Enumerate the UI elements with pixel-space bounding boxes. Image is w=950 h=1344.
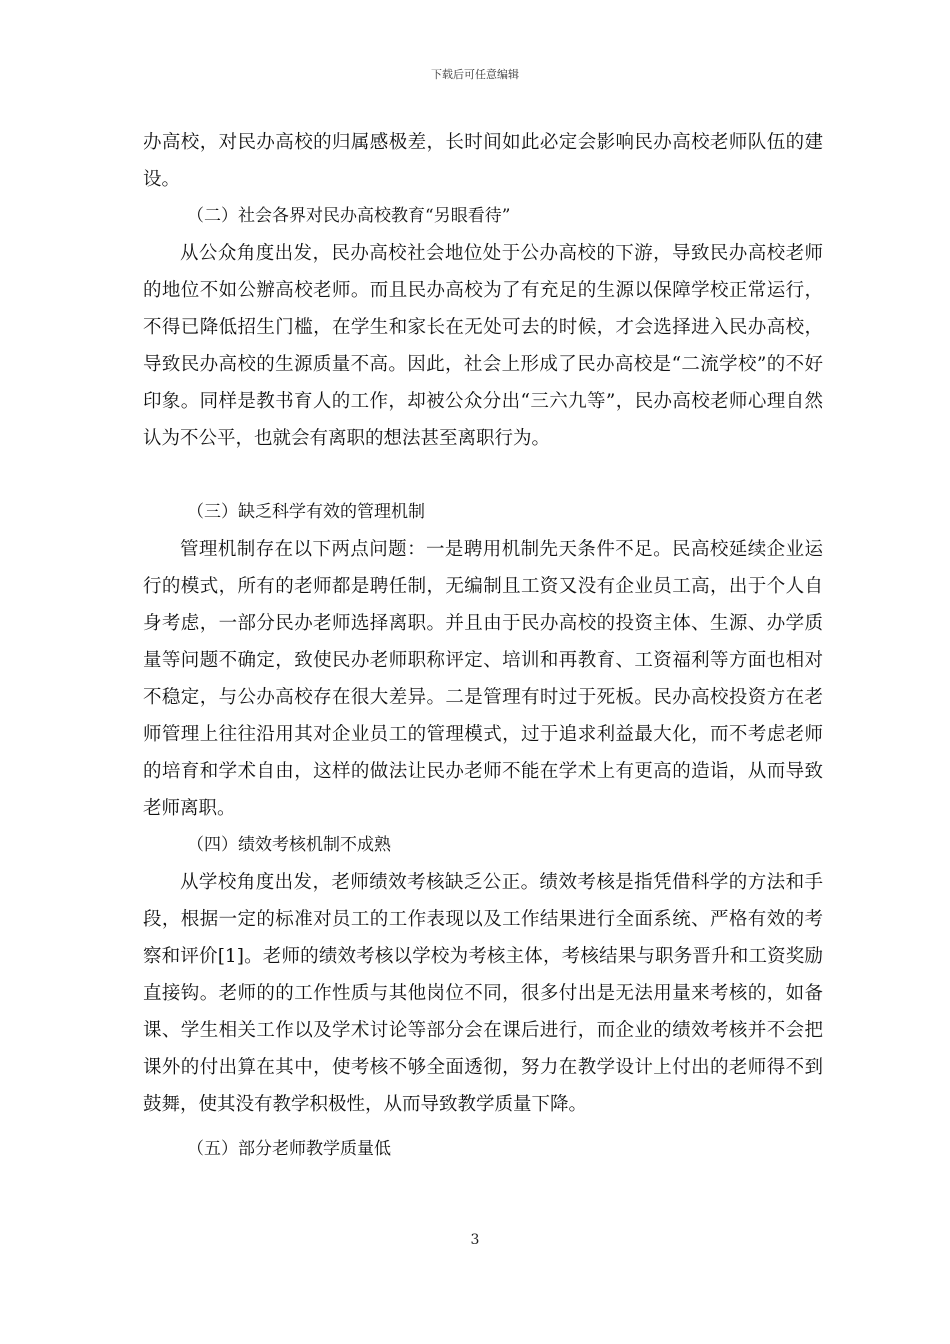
paragraph-section-3: 管理机制存在以下两点问题：一是聘用机制先天条件不足。民高校延续企业运行的模式，所有的老师都是聘任制，无编制且工资又没有企业员工高，出于个人自身考虑，一部分民办老师选择离职。并且由于民办高校的投资主体、生源、办学质量等问题不确定，致使民办老师职称评定、培训和再教育、工资福利等方面也相对不稳定，与公办高校存在很大差异。二是管理有时过于死板。民办高校投资方在老师管理上往往沿用其对企业员工的管理模式，过于追求利益最大化，而不考虑老师的培育和学术自由，这样的做法让民办老师不能在学术上有更高的造诣，从而导致老师离职。 (143, 539, 823, 819)
page-number: 3 (470, 1232, 480, 1248)
paragraph-section-4: 从学校角度出发，老师绩效考核缺乏公正。绩效考核是指凭借科学的方法和手段，根据一定的标准对员工的工作表现以及工作结果进行全面系统、严格有效的考察和评价[1]。老师的绩效考核以学校为考核主体，考核结果与职务晋升和工资奖励直接钩。老师的的工作性质与其他岗位不同，很多付出是无法用量来考核的，如备课、学生相关工作以及学术讨论等部分会在课后进行，而企业的绩效考核并不会把课外的付出算在其中，使考核不够全面透彻，努力在教学设计上付出的老师得不到鼓舞，使其没有教学积极性，从而导致教学质量下降。 (143, 872, 823, 1115)
page-header: 下载后可任意编辑 (431, 68, 519, 81)
spacer (143, 1123, 823, 1131)
section-heading-4: （四）绩效考核机制不成熟 (187, 835, 391, 855)
section-heading-2: （二）社会各界对民办高校教育“另眼看待” (187, 206, 511, 226)
blank-line (143, 457, 823, 494)
paragraph-continued: 办高校，对民办高校的归属感极差，长时间如此必定会影响民办高校老师队伍的建设。 (143, 132, 823, 190)
section-heading-3: （三）缺乏科学有效的管理机制 (187, 502, 425, 522)
document-body (143, 124, 823, 1168)
section-heading-5: （五）部分老师教学质量低 (187, 1139, 391, 1159)
paragraph-section-2: 从公众角度出发，民办高校社会地位处于公办高校的下游，导致民办高校老师的地位不如公辦高校老师。而且民办高校为了有充足的生源以保障学校正常运行，不得已降低招生门槛，在学生和家长在无处可去的时候，才会选择进入民办高校，导致民办高校的生源质量不高。因此，社会上形成了民办高校是“二流学校”的不好印象。同样是教书育人的工作，却被公众分出“三六九等”，民办高校老师心理自然认为不公平，也就会有离职的想法甚至离职行为。 (143, 243, 823, 449)
